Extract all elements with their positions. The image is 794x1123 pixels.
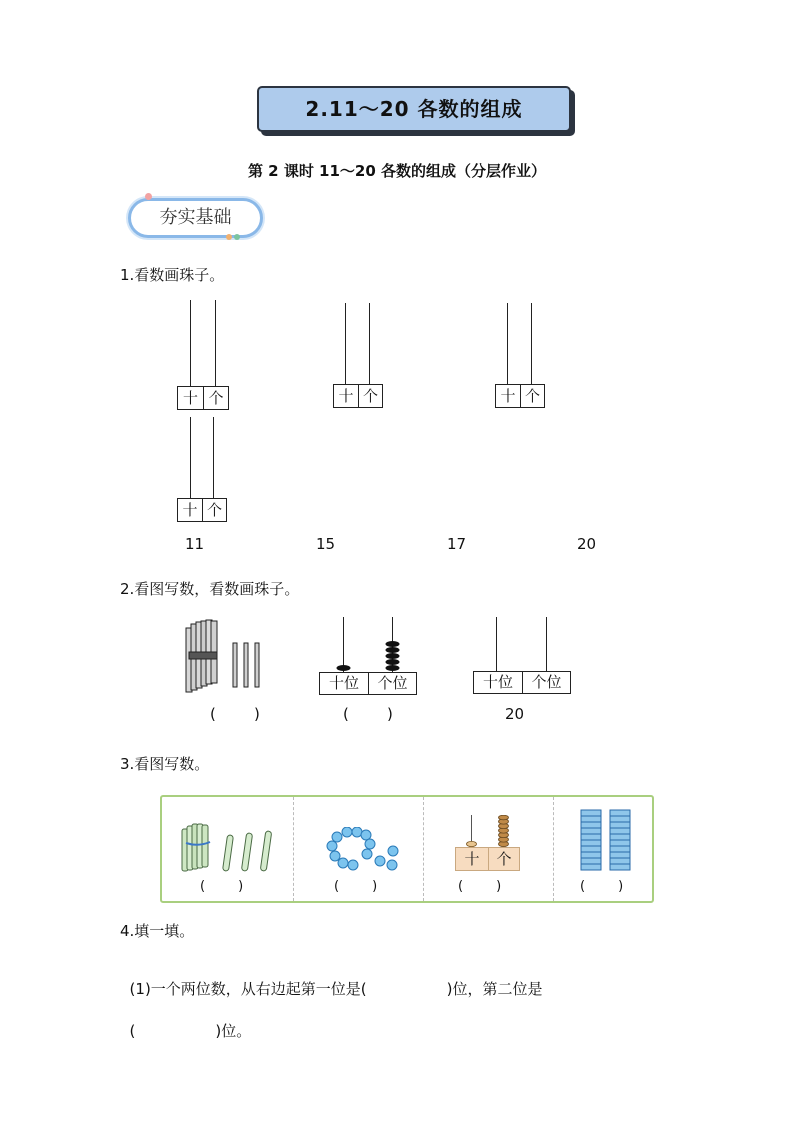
ones-label: 个 [358, 385, 382, 407]
place-value-box [333, 384, 383, 408]
badge-decoration-icon [234, 234, 240, 240]
abacus-rod [190, 417, 191, 498]
answer-blank[interactable]: ( ) [343, 705, 393, 723]
abacus-with-beads [319, 617, 415, 695]
abacus-rod [345, 303, 346, 384]
strip-of-ten [581, 810, 601, 870]
abacus-rod [496, 617, 497, 671]
abacus-11-upper [177, 300, 229, 412]
tens-label: 十 [182, 501, 198, 519]
place-value-box [177, 386, 229, 410]
target-number: 20 [577, 535, 597, 553]
ones-label: 个 [202, 499, 226, 521]
tens-label: 十 [464, 850, 480, 868]
abacus-rod [369, 303, 370, 384]
answer-blank[interactable]: ( ) [210, 705, 260, 723]
q4-part1-line2 [120, 1002, 251, 1041]
stick-bundle-picture [180, 618, 270, 696]
bead [386, 665, 400, 671]
bundle-of-ten-sticks [182, 824, 210, 871]
place-value-box [319, 672, 417, 695]
divider [553, 797, 554, 901]
bead [386, 641, 400, 647]
abacus-17 [495, 303, 545, 409]
ones-label: 个 [520, 385, 544, 407]
abacus-rod [507, 303, 508, 384]
q4-part1-line1 [120, 960, 543, 999]
place-value-box [177, 498, 227, 522]
strip-of-ten [610, 810, 630, 870]
place-value-box [495, 384, 545, 408]
bead [337, 665, 351, 671]
tens-label: 十 [182, 389, 198, 407]
question-4-text: 4.填一填。 [120, 922, 195, 940]
place-value-box [473, 671, 571, 694]
place-value-box [455, 847, 520, 871]
bead-ring [327, 827, 375, 870]
loose-sticks [233, 643, 259, 687]
abacus-beads [455, 815, 519, 849]
question-3-text: 3.看图写数。 [120, 755, 210, 773]
answer-blank[interactable]: ( ) [580, 879, 624, 894]
q4-part1-text-c: ( [129, 1022, 136, 1040]
given-number: 20 [505, 705, 525, 723]
answer-blank[interactable]: ( ) [200, 879, 244, 894]
q4-part1-text-d: )位。 [215, 1022, 252, 1040]
tens-label: 十 [338, 387, 354, 405]
bead [386, 647, 400, 653]
target-number: 11 [185, 535, 205, 553]
abacus-rod [546, 617, 547, 671]
answer-blank[interactable]: ( ) [334, 879, 378, 894]
answer-blank[interactable]: ( ) [458, 879, 502, 894]
section-badge: 夯实基础 [128, 198, 263, 238]
ones-label: 个 [203, 387, 228, 409]
bead [386, 653, 400, 659]
question-3-panel [160, 795, 654, 903]
abacus-beads [319, 617, 415, 673]
ones-label: 个位 [368, 673, 416, 694]
bundle-of-ten-sticks [186, 620, 217, 692]
abacus-20 [473, 617, 569, 695]
ones-label: 个位 [522, 672, 570, 693]
divider [423, 797, 424, 901]
abacus-rod [213, 417, 214, 498]
green-sticks-picture [180, 821, 280, 873]
q4-part1-text-b: )位，第二位是 [446, 980, 543, 998]
abacus-11-lower [177, 417, 229, 523]
ones-label: 个 [488, 848, 519, 870]
tens-label: 十位 [482, 673, 513, 691]
q4-part1-text-a: (1)一个两位数，从右边起第一位是( [129, 980, 367, 998]
question-1-text: 1.看数画珠子。 [120, 266, 225, 284]
target-number: 17 [447, 535, 467, 553]
abacus-rod [215, 300, 216, 386]
lesson-subtitle: 第 2 课时 11～20 各数的组成（分层作业） [247, 162, 547, 180]
divider [293, 797, 294, 901]
abacus-colored [455, 815, 519, 873]
tens-label: 十 [500, 387, 516, 405]
worksheet-title: 2.11～20 各数的组成 [257, 86, 571, 132]
bead-ring-picture [325, 827, 405, 873]
bead [499, 815, 509, 820]
badge-decoration-icon [226, 234, 232, 240]
target-number: 15 [316, 535, 336, 553]
bead [386, 659, 400, 665]
badge-decoration-icon [145, 193, 152, 200]
loose-beads [375, 846, 398, 870]
tens-label: 十位 [328, 674, 359, 692]
abacus-rod [531, 303, 532, 384]
abacus-15 [333, 303, 383, 409]
loose-sticks [223, 831, 272, 871]
bead [467, 841, 477, 846]
abacus-rod [190, 300, 191, 386]
ten-strips-picture [580, 809, 634, 873]
question-2-text: 2.看图写数，看数画珠子。 [120, 580, 300, 598]
